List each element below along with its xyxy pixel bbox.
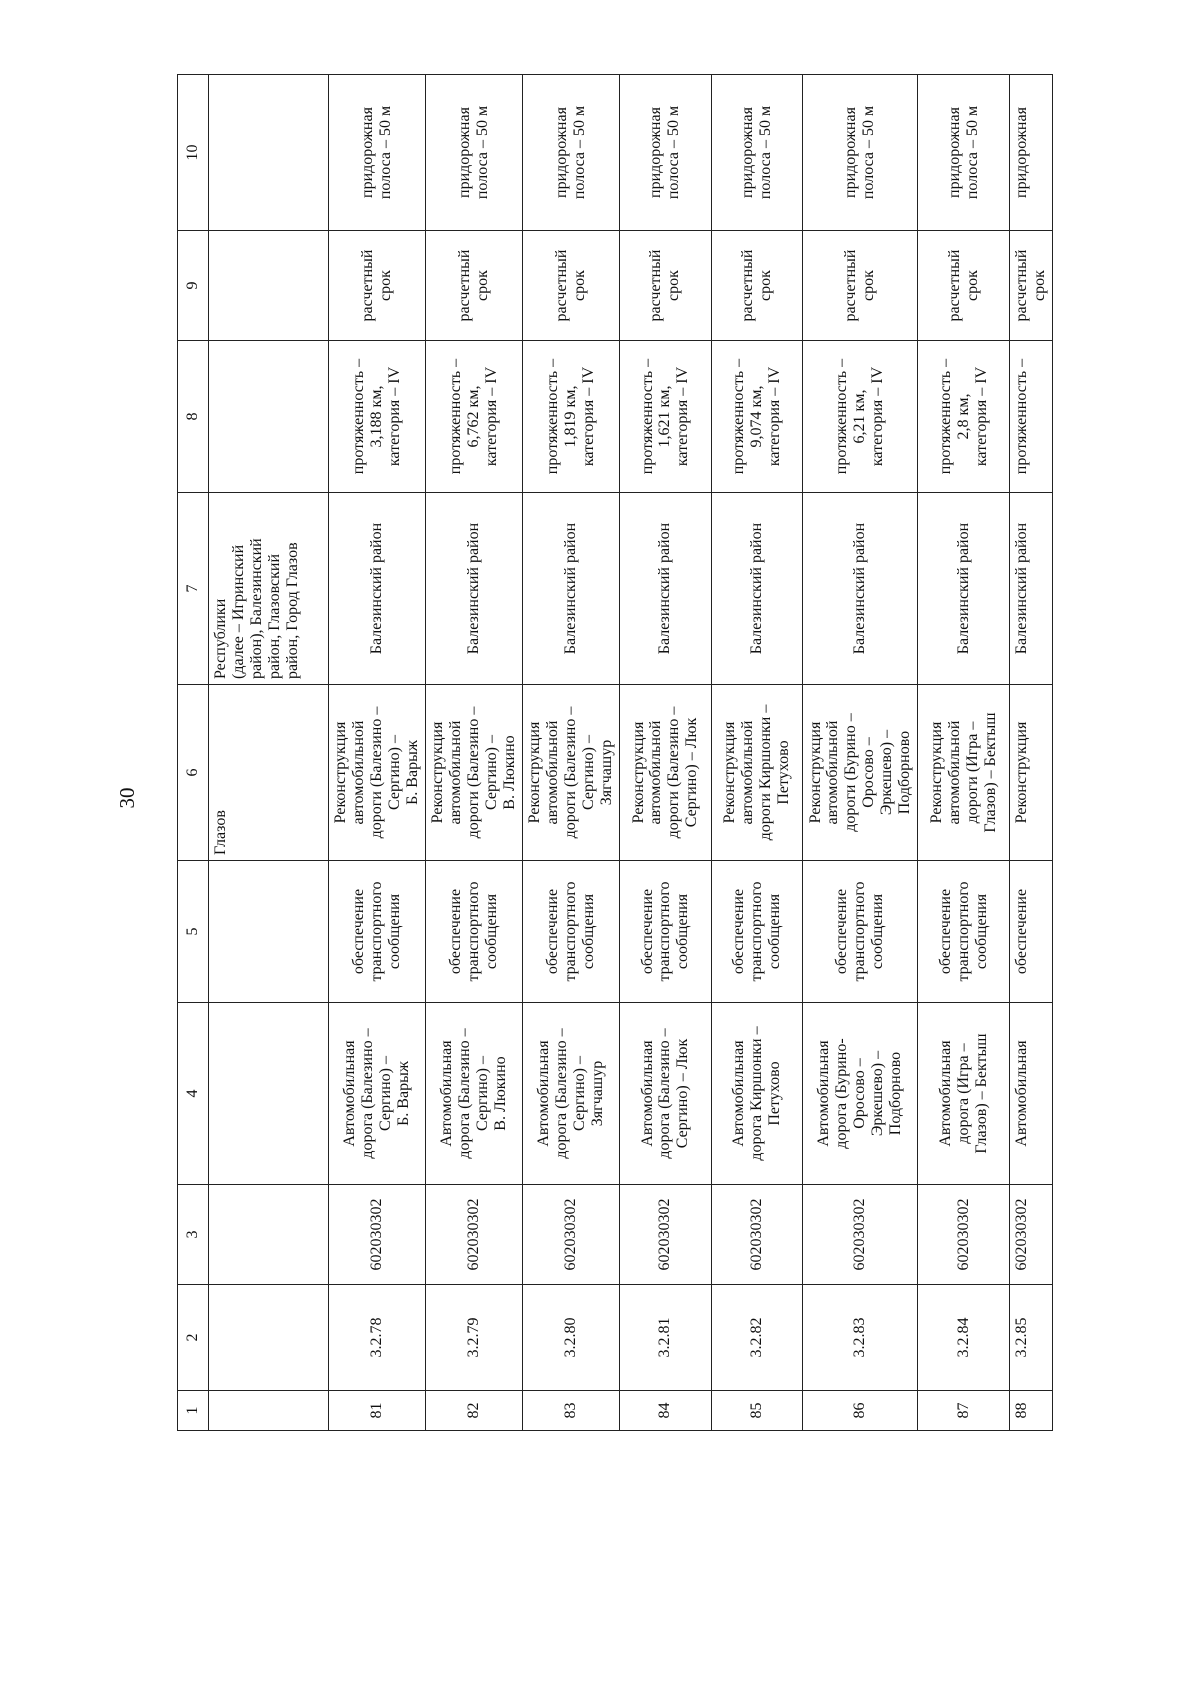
row-object-name-cell: Автомобильная дорога Киршонки – Петухово [711,1003,803,1185]
header-cell-6: 6 [178,685,209,861]
cont-cell-4 [209,1003,329,1185]
page-number: 30 [115,787,139,809]
row-parameters-cell: протяженность – 1,621 км, категория – IV [620,341,712,493]
table-row [620,75,712,1431]
row-object-name-cell: Автомобильная дорога (Балезино – Сергино) – Люк [620,1003,712,1185]
row-zone-cell: придорожная полоса – 50 м [803,75,918,231]
row-number-cell: 86 [803,1391,918,1431]
row-zone-cell: придорожная полоса – 50 м [425,75,522,231]
row-action-cell: Реконструкция автомобильной дороги Киршонки – Петухово [711,685,803,861]
header-cell-4: 4 [178,1003,209,1185]
cont-cell-7: Республики (далее – Игринский район), Балезинский район, Глазовский район, Город Глазов [209,493,329,685]
row-number-cell: 81 [328,1391,425,1431]
row-location-cell: Балезинский район [620,493,712,685]
cont-cell-8 [209,341,329,493]
row-object-name-cell: Автомобильная дорога (Бурино- Оросово – Эркешево) – Подборново [803,1003,918,1185]
row-action-cell: Реконструкция автомобильной дороги (Балезино – Сергино) – В. Люкино [425,685,522,861]
row-action-cell: Реконструкция автомобильной дороги (Бурино – Оросово – Эркешево) – Подборново [803,685,918,861]
cont-cell-1 [209,1391,329,1431]
table-body [328,75,1052,1431]
row-location-cell: Балезинский район [425,493,522,685]
row-purpose-cell: обеспечение транспортного сообщения [918,861,1010,1003]
row-term-cell: расчетный срок [711,231,803,341]
cont-cell-5 [209,861,329,1003]
row-purpose-cell: обеспечение транспортного сообщения [425,861,522,1003]
row-zone-cell: придорожная полоса – 50 м [328,75,425,231]
row-location-cell: Балезинский район [1009,493,1052,685]
row-okato-cell: 602030302 [620,1185,712,1285]
header-cell-5: 5 [178,861,209,1003]
row-code-cell: 3.2.85 [1009,1285,1052,1391]
row-location-cell: Балезинский район [328,493,425,685]
row-zone-cell: придорожная полоса – 50 м [711,75,803,231]
cont-cell-3 [209,1185,329,1285]
cont-cell-10 [209,75,329,231]
row-parameters-cell: протяженность – 9,074 км, категория – IV [711,341,803,493]
row-number-cell: 83 [522,1391,619,1431]
header-cell-9: 9 [178,231,209,341]
row-parameters-cell: протяженность – 1,819 км, категория – IV [522,341,619,493]
header-cell-8: 8 [178,341,209,493]
row-number-cell: 87 [918,1391,1010,1431]
row-parameters-cell: протяженность – 6,762 км, категория – IV [425,341,522,493]
row-code-cell: 3.2.80 [522,1285,619,1391]
row-location-cell: Балезинский район [711,493,803,685]
row-location-cell: Балезинский район [918,493,1010,685]
row-okato-cell: 602030302 [711,1185,803,1285]
row-purpose-cell: обеспечение [1009,861,1052,1003]
table-row [711,75,803,1431]
row-code-cell: 3.2.84 [918,1285,1010,1391]
table-row [1009,75,1052,1431]
row-term-cell: расчетный срок [522,231,619,341]
planning-table [177,74,1053,1431]
row-code-cell: 3.2.81 [620,1285,712,1391]
row-code-cell: 3.2.78 [328,1285,425,1391]
table-row [522,75,619,1431]
row-action-cell: Реконструкция [1009,685,1052,861]
row-term-cell: расчетный срок [803,231,918,341]
row-term-cell: расчетный срок [1009,231,1052,341]
header-cell-1: 1 [178,1391,209,1431]
row-parameters-cell: протяженность – 3,188 км, категория – IV [328,341,425,493]
table-row [803,75,918,1431]
row-object-name-cell: Автомобильная дорога (Балезино – Сергино) – В. Люкино [425,1003,522,1185]
row-object-name-cell: Автомобильная дорога (Балезино – Сергино) – Б. Варыж [328,1003,425,1185]
row-okato-cell: 602030302 [918,1185,1010,1285]
row-zone-cell: придорожная полоса – 50 м [620,75,712,231]
row-purpose-cell: обеспечение транспортного сообщения [620,861,712,1003]
row-action-cell: Реконструкция автомобильной дороги (Игра – Глазов) – Бектыш [918,685,1010,861]
row-action-cell: Реконструкция автомобильной дороги (Балезино – Сергино) – Б. Варыж [328,685,425,861]
cont-cell-9 [209,231,329,341]
row-number-cell: 82 [425,1391,522,1431]
row-term-cell: расчетный срок [918,231,1010,341]
row-parameters-cell: протяженность – [1009,341,1052,493]
row-purpose-cell: обеспечение транспортного сообщения [711,861,803,1003]
row-object-name-cell: Автомобильная дорога (Игра – Глазов) – Бектыш [918,1003,1010,1185]
header-cell-10: 10 [178,75,209,231]
row-okato-cell: 602030302 [522,1185,619,1285]
table-row [328,75,425,1431]
rotated-table-sheet [177,75,1053,1431]
row-zone-cell: придорожная [1009,75,1052,231]
row-term-cell: расчетный срок [425,231,522,341]
cont-cell-6: Глазов [209,685,329,861]
row-purpose-cell: обеспечение транспортного сообщения [522,861,619,1003]
cont-cell-2 [209,1285,329,1391]
header-cell-2: 2 [178,1285,209,1391]
row-parameters-cell: протяженность – 6,21 км, категория – IV [803,341,918,493]
row-purpose-cell: обеспечение транспортного сообщения [328,861,425,1003]
row-okato-cell: 602030302 [1009,1185,1052,1285]
row-zone-cell: придорожная полоса – 50 м [918,75,1010,231]
header-row [178,75,209,1431]
row-action-cell: Реконструкция автомобильной дороги (Балезино – Сергино) – Зягчашур [522,685,619,861]
row-object-name-cell: Автомобильная дорога (Балезино – Сергино) – Зягчашур [522,1003,619,1185]
row-number-cell: 88 [1009,1391,1052,1431]
row-okato-cell: 602030302 [425,1185,522,1285]
row-term-cell: расчетный срок [620,231,712,341]
row-location-cell: Балезинский район [522,493,619,685]
row-action-cell: Реконструкция автомобильной дороги (Балезино – Сергино) – Люк [620,685,712,861]
table-row [918,75,1010,1431]
row-okato-cell: 602030302 [803,1185,918,1285]
row-term-cell: расчетный срок [328,231,425,341]
row-code-cell: 3.2.79 [425,1285,522,1391]
continuation-row [209,75,329,1431]
header-cell-7: 7 [178,493,209,685]
row-okato-cell: 602030302 [328,1185,425,1285]
row-code-cell: 3.2.83 [803,1285,918,1391]
row-number-cell: 85 [711,1391,803,1431]
row-location-cell: Балезинский район [803,493,918,685]
row-number-cell: 84 [620,1391,712,1431]
header-cell-3: 3 [178,1185,209,1285]
row-parameters-cell: протяженность – 2,8 км, категория – IV [918,341,1010,493]
table-row [425,75,522,1431]
row-zone-cell: придорожная полоса – 50 м [522,75,619,231]
row-code-cell: 3.2.82 [711,1285,803,1391]
row-object-name-cell: Автомобильная [1009,1003,1052,1185]
row-purpose-cell: обеспечение транспортного сообщения [803,861,918,1003]
